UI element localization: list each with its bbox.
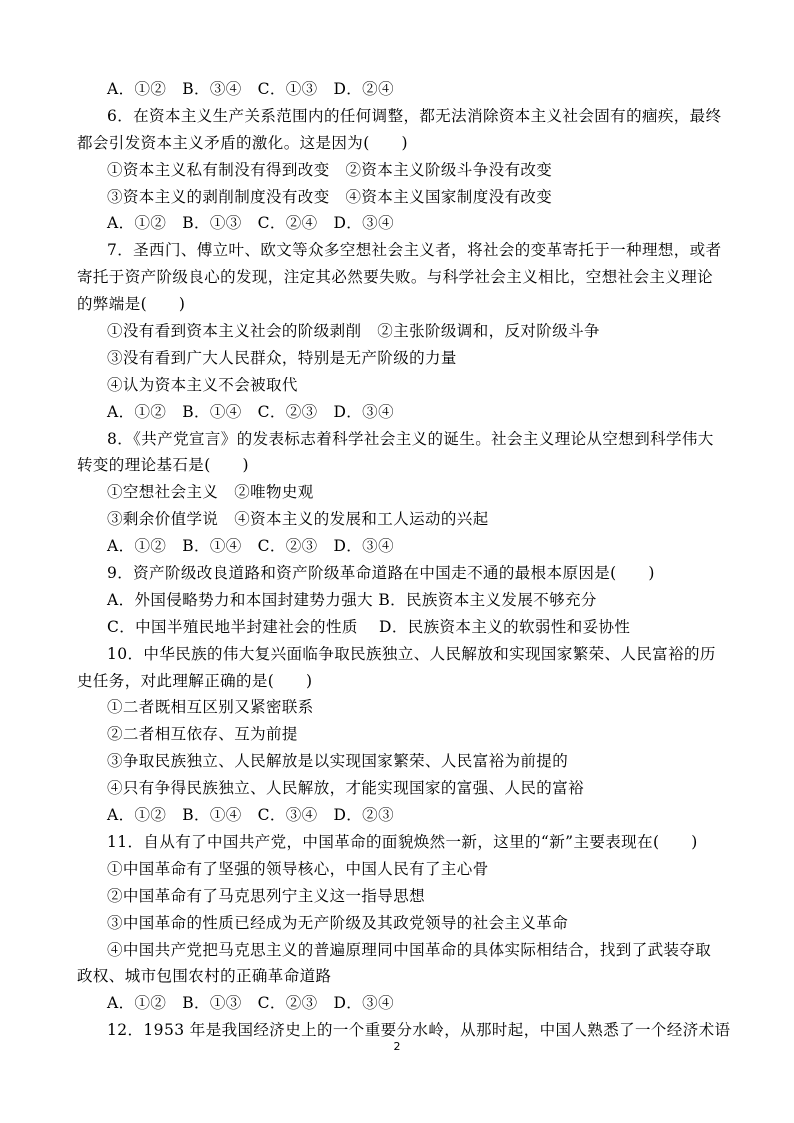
text-line: ④中国共产党把马克思主义的普遍原理同中国革命的具体实际相结合，找到了武装夺取: [107, 940, 712, 959]
text-line: ①二者既相互区别又紧密联系: [107, 698, 314, 717]
text-line: 9．资产阶级改良道路和资产阶级革命道路在中国走不通的最根本原因是( ): [107, 564, 655, 583]
text-line: A．①② B．①④ C．③④ D．②③: [107, 806, 394, 825]
text-line: ①资本主义私有制没有得到改变 ②资本主义阶级斗争没有改变: [107, 160, 553, 179]
text-line: A．①② B．③④ C．①③ D．②④: [107, 80, 394, 98]
text-line: ②二者相互依存、互为前提: [107, 725, 298, 744]
text-line: A．①② B．①③ C．②④ D．③④: [107, 214, 394, 233]
text-line: 11．自从有了中国共产党，中国革命的面貌焕然一新，这里的“新”主要表现在( ): [107, 832, 698, 851]
text-line: ④认为资本主义不会被取代: [107, 375, 298, 394]
text-line: C．中国半殖民地半封建社会的性质 D．民族资本主义的软弱性和妥协性: [107, 617, 631, 636]
text-line: ①中国革命有了坚强的领导核心，中国人民有了主心骨: [107, 859, 489, 878]
page-number: 2: [393, 1040, 401, 1053]
text-line: A．①② B．①③ C．②③ D．③④: [107, 994, 394, 1013]
text-line: A．①② B．①④ C．②③ D．③④: [107, 402, 394, 421]
text-line: ①空想社会主义 ②唯物史观: [107, 483, 314, 502]
text-line: 的弊端是( ): [77, 295, 186, 314]
text-line: 12．1953 年是我国经济史上的一个重要分水岭，从那时起，中国人熟悉了一个经济术语: [107, 1021, 731, 1040]
text-line: 都会引发资本主义矛盾的激化。这是因为( ): [77, 133, 408, 152]
text-line: 7．圣西门、傅立叶、欧文等众多空想社会主义者，将社会的变革寄托于一种理想，或者: [107, 241, 722, 260]
text-line: ③资本主义的剥削制度没有改变 ④资本主义国家制度没有改变: [107, 187, 553, 206]
text-line: 寄托于资产阶级良心的发现，注定其必然要失败。与科学社会主义相比，空想社会主义理论: [77, 268, 714, 287]
text-line: ③中国革命的性质已经成为无产阶级及其政党领导的社会主义革命: [107, 913, 569, 932]
document-body: [0, 76, 794, 1044]
text-line: 8．《共产党宣言》的发表标志着科学社会主义的诞生。社会主义理论从空想到科学伟大: [107, 429, 714, 448]
text-line: ④只有争得民族独立、人民解放，才能实现国家的富强、人民的富裕: [107, 779, 585, 798]
text-line: ②中国革命有了马克思列宁主义这一指导思想: [107, 886, 426, 905]
text-line: ①没有看到资本主义社会的阶级剥削 ②主张阶级调和，反对阶级斗争: [107, 322, 600, 341]
text-line: 政权、城市包围农村的正确革命道路: [77, 967, 332, 986]
text-line: 转变的理论基石是( ): [77, 456, 249, 475]
text-line: 史任务，对此理解正确的是( ): [77, 671, 313, 690]
text-line: A．①② B．①④ C．②③ D．③④: [107, 537, 394, 556]
text-line: ③没有看到广大人民群众，特别是无产阶级的力量: [107, 348, 457, 367]
text-line: 10．中华民族的伟大复兴面临争取民族独立、人民解放和实现国家繁荣、人民富裕的历: [107, 644, 716, 663]
text-line: 6．在资本主义生产关系范围内的任何调整，都无法消除资本主义社会固有的痼疾，最终: [107, 106, 722, 125]
text-line: ③剩余价值学说 ④资本主义的发展和工人运动的兴起: [107, 510, 489, 529]
text-line: ③争取民族独立、人民解放是以实现国家繁荣、人民富裕为前提的: [107, 752, 569, 771]
text-line: A．外国侵略势力和本国封建势力强大 B．民族资本主义发展不够充分: [107, 590, 597, 609]
